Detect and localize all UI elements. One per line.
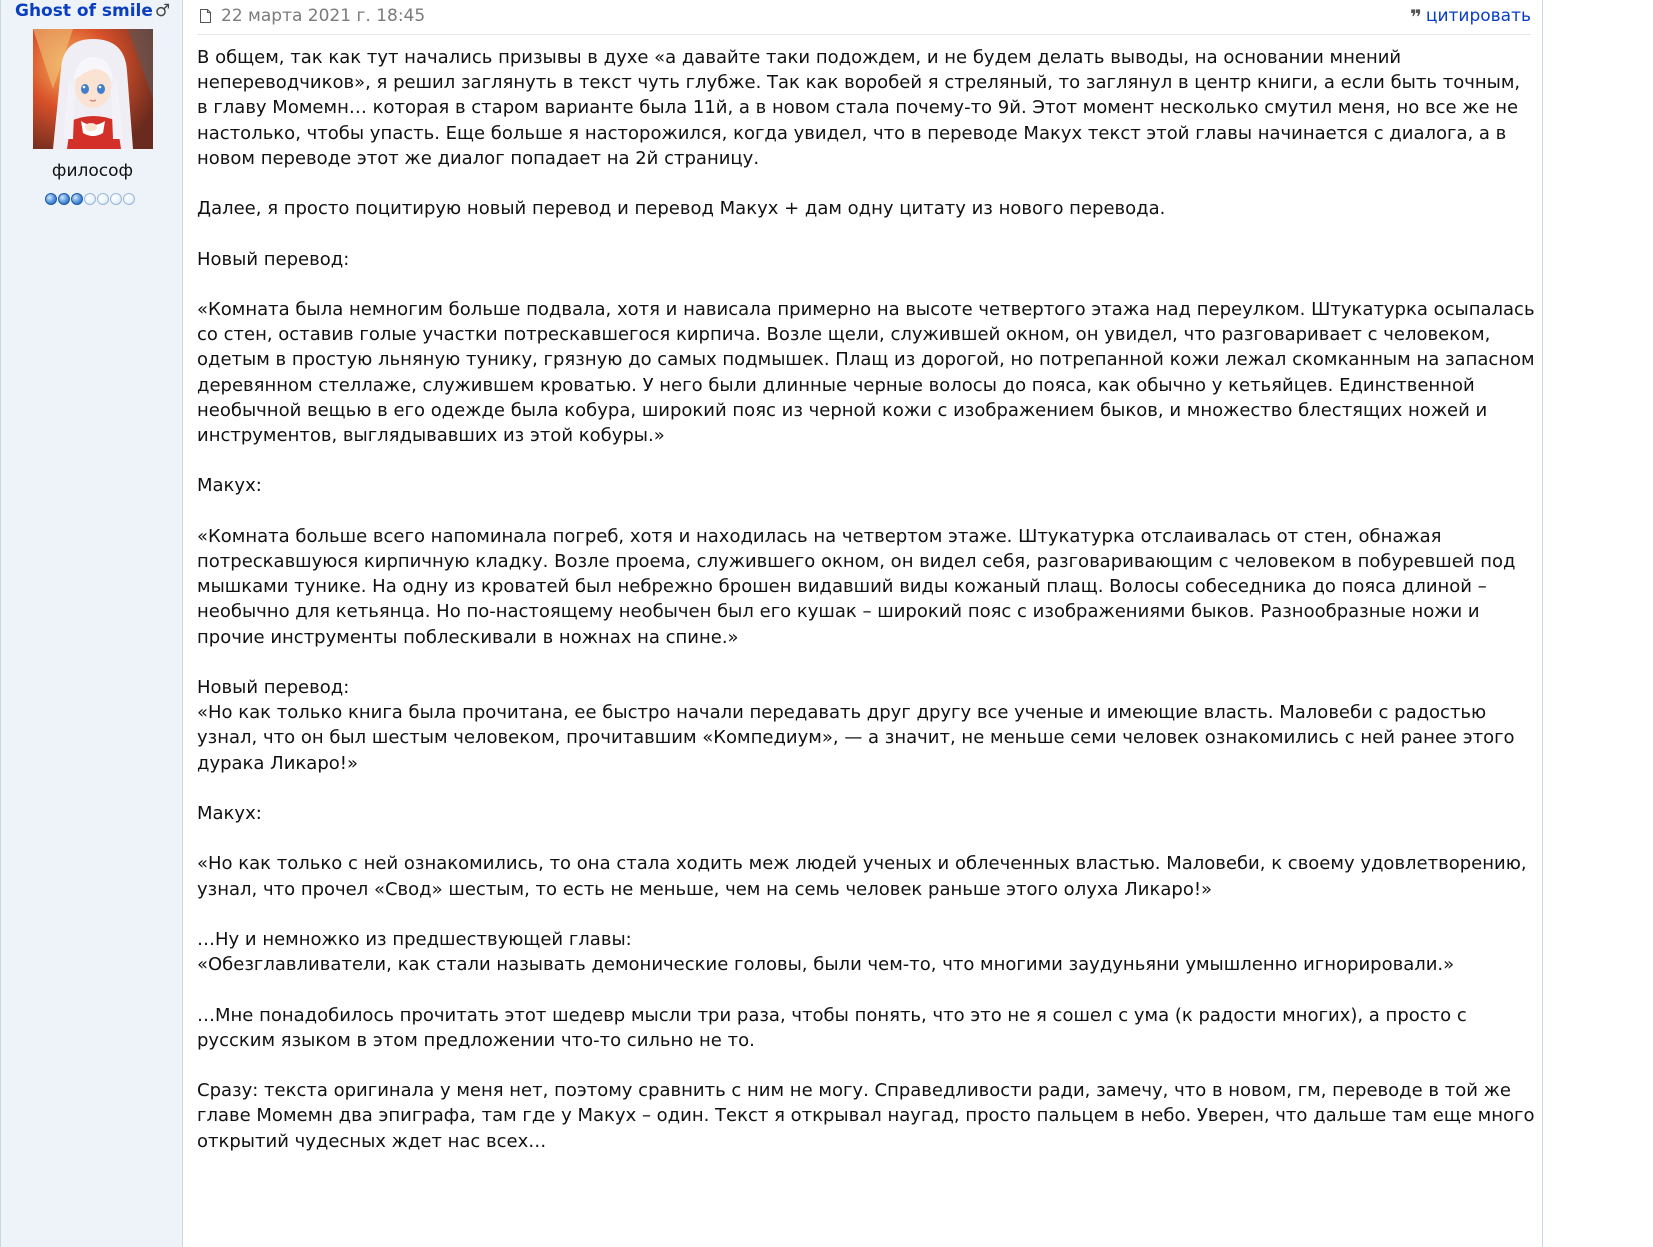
author-name-row xyxy=(15,1,170,23)
rank-dot-empty xyxy=(110,193,122,205)
post-body xyxy=(185,0,1543,1247)
post-paragraph: Новый перевод: xyxy=(197,248,350,270)
rank-dot-empty xyxy=(84,193,96,205)
male-icon: ♂ xyxy=(154,1,171,21)
quote-button[interactable] xyxy=(1410,5,1531,29)
post-paragraph: Сразу: текста оригинала у меня нет, поэтому сравнить с ним не могу. Справедливости ради, замечу, что в новом, гм, переводе в той же главе Момемн два эпиграфа, там где у Макух – один. Текст я открывал наугад, просто пальцем в небо. Уверен, что дальше там еще много открытий чудесных ждет нас всех… xyxy=(197,1080,1535,1152)
post-paragraph: В общем, так как тут начались призывы в духе «а давайте таки подождем, и не будем делать выводы, на основании мнений непереводчиков», я решил заглянуть в текст чуть глубже. Так как воробей я стреляный, то заглянул в центр книги, а если быть точным, в главу Момемн… которая в старом варианте была 11й, а в новом стала почему-то 9й. Этот момент несколько смутил меня, но все же не настолько, чтобы упасть. Еще больше я насторожился, когда увидел, что в переводе Макух текст этой главы начинается с диалога, а в новом переводе этот же диалог попадает на 2й страницу. xyxy=(197,47,1521,169)
post-paragraph: «Обезглавливатели, как стали называть демонические головы, были чем-то, что многими заудуньяни умышленно игнорировали.» xyxy=(197,954,1455,976)
author-sidebar xyxy=(0,0,183,1247)
post-paragraph: Новый перевод: xyxy=(197,676,350,698)
quote-label: цитировать xyxy=(1425,6,1531,26)
author-name-link[interactable]: Ghost of smile xyxy=(15,1,153,21)
post-paragraph: «Но как только с ней ознакомились, то она стала ходить меж людей ученых и облеченных властью. Маловеби, к своему удовлетворению, узнал, что прочел «Свод» шестым, то есть не меньше, чем на семь человек раньше этого олуха Ликаро!» xyxy=(197,853,1527,900)
rank-dot-filled xyxy=(58,193,70,205)
quote-marks-icon: ❞ xyxy=(1410,5,1420,29)
rank-dot-filled xyxy=(45,193,57,205)
rank-dot-empty xyxy=(97,193,109,205)
post-paragraph: Далее, я просто поцитирую новый перевод и перевод Макух + дам одну цитату из нового перевода. xyxy=(197,198,1166,220)
post-paragraph: Макух: xyxy=(197,802,262,824)
rank-dot-filled xyxy=(71,193,83,205)
post-paragraph: «Комната была немногим больше подвала, хотя и нависала примерно на высоте четвертого этажа над переулком. Штукатурка осыпалась со стен, оставив голые участки потрескавшегося кирпича. Возле щели, служившей окном, он увидел, что разговаривает с человеком, одетым в простую льняную тунику, грязную до самых подмышек. Плащ из дорогой, но потрепанной кожи лежал скомканным на запасном деревянном стеллаже, служившем кроватью. У него были длинные черные волосы до пояса, как обычно у кетьяйцев. Единственной необычной вещью в его одежде была кобура, широкий пояс из черной кожи с изображением быков, и множество блестящих ножей и инструментов, выглядывавших из этой кобуры.» xyxy=(197,298,1535,446)
post-text xyxy=(197,45,1535,1179)
post-paragraph: Макух: xyxy=(197,475,262,497)
anime-girl-avatar-icon xyxy=(33,29,153,149)
post-date: 22 марта 2021 г. 18:45 xyxy=(221,6,426,26)
post-paragraph: …Мне понадобилось прочитать этот шедевр мысли три раза, чтобы понять, что это не я сошел с ума (к радости многих), а просто с русским языком в этом предложении что-то сильно не то. xyxy=(197,1004,1467,1051)
post-header xyxy=(197,0,1531,35)
post-paragraph: …Ну и немножко из предшествующей главы: xyxy=(197,928,632,950)
rank-stars xyxy=(45,193,135,207)
post-paragraph: «Но как только книга была прочитана, ее быстро начали передавать друг другу все ученые и имеющие власть. Маловеби с радостью узнал, что он был шестым человеком, прочитавшим «Компедиум», — а значит, не меньше семи человек ознакомились с ней ранее этого дурака Ликаро!» xyxy=(197,702,1515,774)
user-rank-title: философ xyxy=(51,161,134,181)
rank-dot-empty xyxy=(123,193,135,205)
document-icon xyxy=(200,9,211,23)
post-paragraph: «Комната больше всего напоминала погреб, хотя и находилась на четвертом этаже. Штукатурка отслаивалась от стен, обнажая потрескавшуюся кирпичную кладку. Возле проема, служившего окном, он видел себя, разговаривающим с человеком в побуревшей под мышками тунике. На одну из кроватей был небрежно брошен видавший виды кожаный плащ. Волосы собеседника до пояса длиной – необычно для кетьянца. Но по-настоящему необычен был его кушак – широкий пояс с изображениями быков. Разнообразные ножи и прочие инструменты поблескивали в ножнах на спине.» xyxy=(197,525,1516,648)
avatar[interactable] xyxy=(33,29,153,149)
